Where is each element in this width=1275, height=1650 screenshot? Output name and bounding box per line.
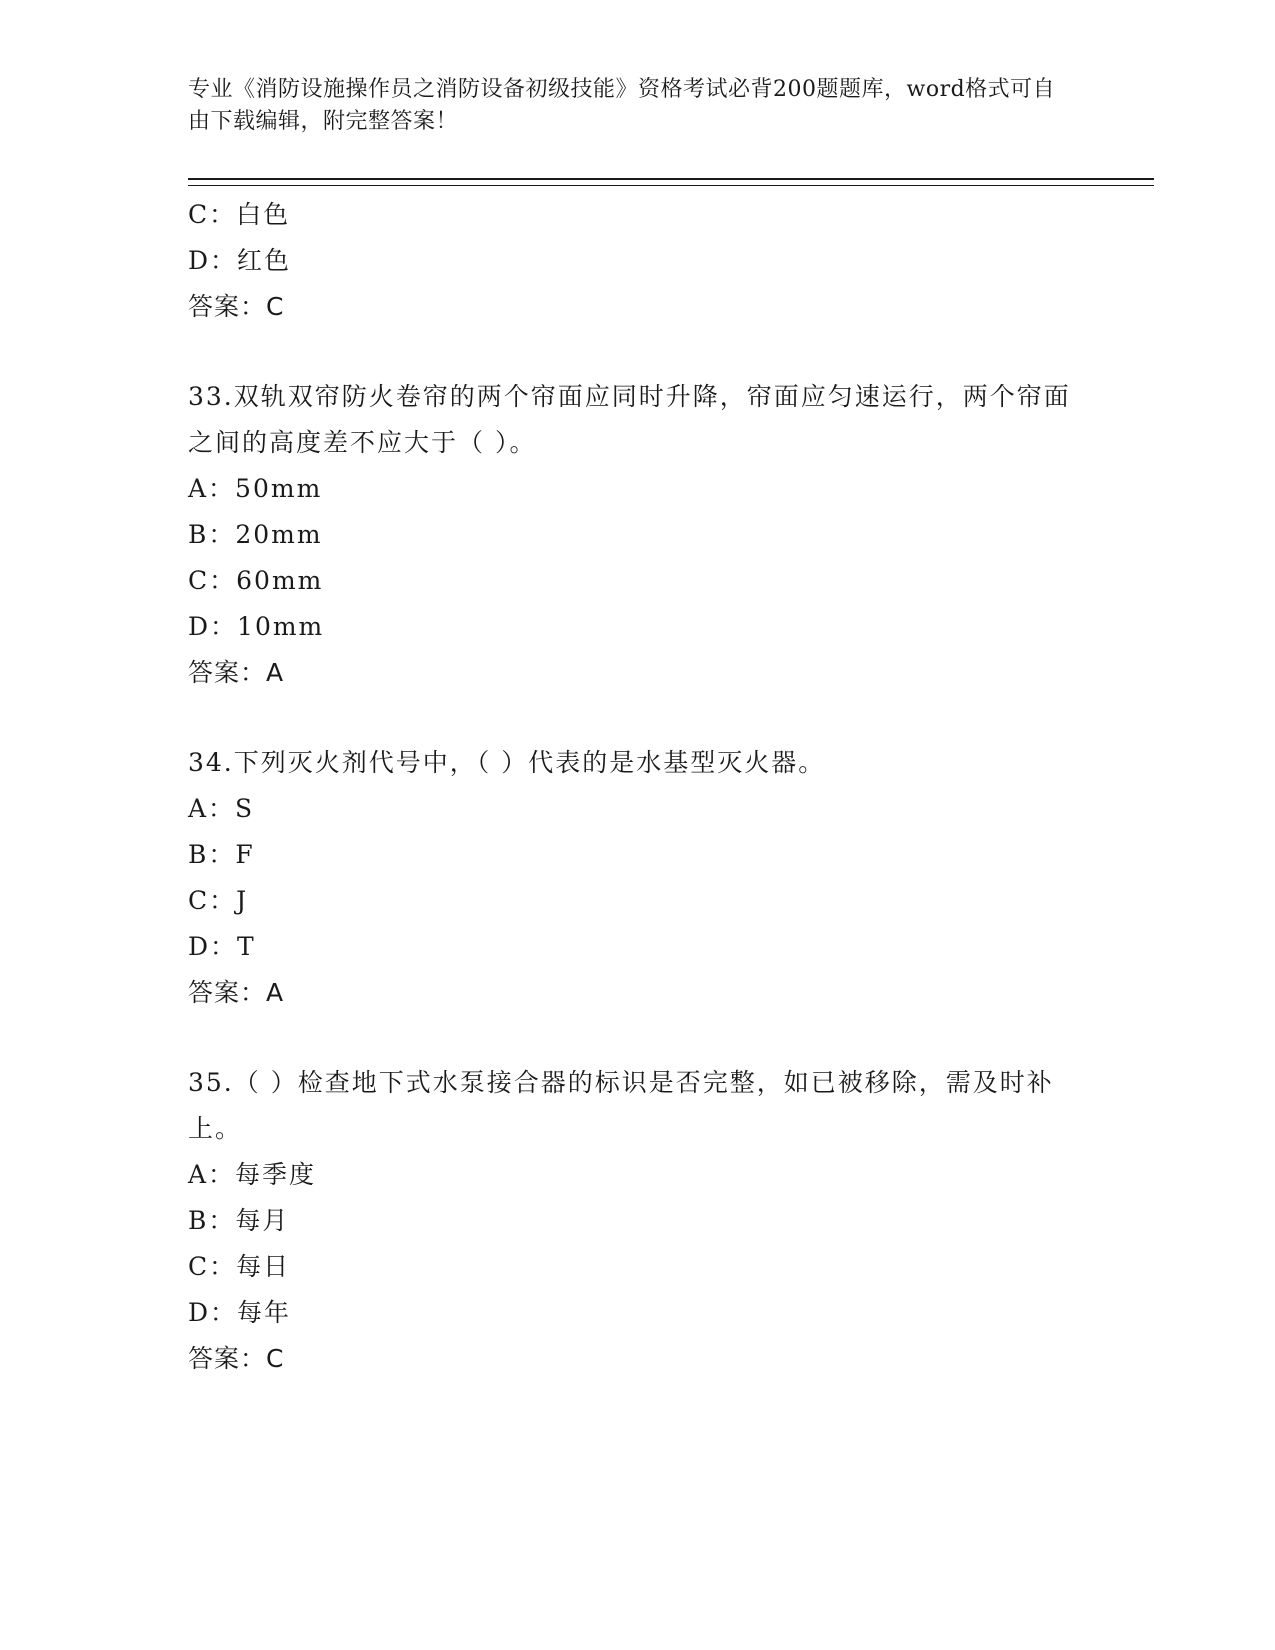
continued-question	[188, 192, 1088, 330]
answer-line: 答案：C	[188, 292, 285, 321]
question-stem: 35.（ ）检查地下式水泵接合器的标识是否完整，如已被移除，需及时补上。	[188, 1068, 1054, 1143]
answer-line: 答案：C	[188, 1344, 285, 1373]
option-b: B：每月	[188, 1206, 290, 1235]
option-c: C：白色	[188, 200, 291, 229]
option-b: B：20mm	[188, 520, 323, 549]
question-34	[188, 740, 1088, 1016]
page-header: 专业《消防设施操作员之消防设备初级技能》资格考试必背200题题库，word格式可自由下载编辑，附完整答案！	[188, 77, 1056, 134]
option-a: A：每季度	[188, 1160, 317, 1189]
option-c: C：每日	[188, 1252, 291, 1281]
option-d: D：10mm	[188, 612, 325, 641]
option-c: C：60mm	[188, 566, 324, 595]
option-b: B：F	[188, 840, 255, 869]
question-35	[188, 1060, 1088, 1382]
answer-line: 答案：A	[188, 658, 285, 687]
option-a: A：S	[188, 794, 255, 823]
option-d: D：红色	[188, 246, 292, 275]
question-list	[188, 192, 1088, 1382]
option-a: A：50mm	[188, 474, 323, 503]
question-stem: 34.下列灭火剂代号中，（ ）代表的是水基型灭火器。	[188, 748, 826, 777]
answer-line: 答案：A	[188, 978, 285, 1007]
option-d: D：每年	[188, 1298, 292, 1327]
question-stem: 33.双轨双帘防火卷帘的两个帘面应同时升降，帘面应匀速运行，两个帘面之间的高度差不应大于（ ）。	[188, 382, 1071, 457]
option-d: D：T	[188, 932, 256, 961]
option-c: C：J	[188, 886, 249, 915]
header-divider	[188, 178, 1154, 186]
question-33	[188, 374, 1088, 696]
